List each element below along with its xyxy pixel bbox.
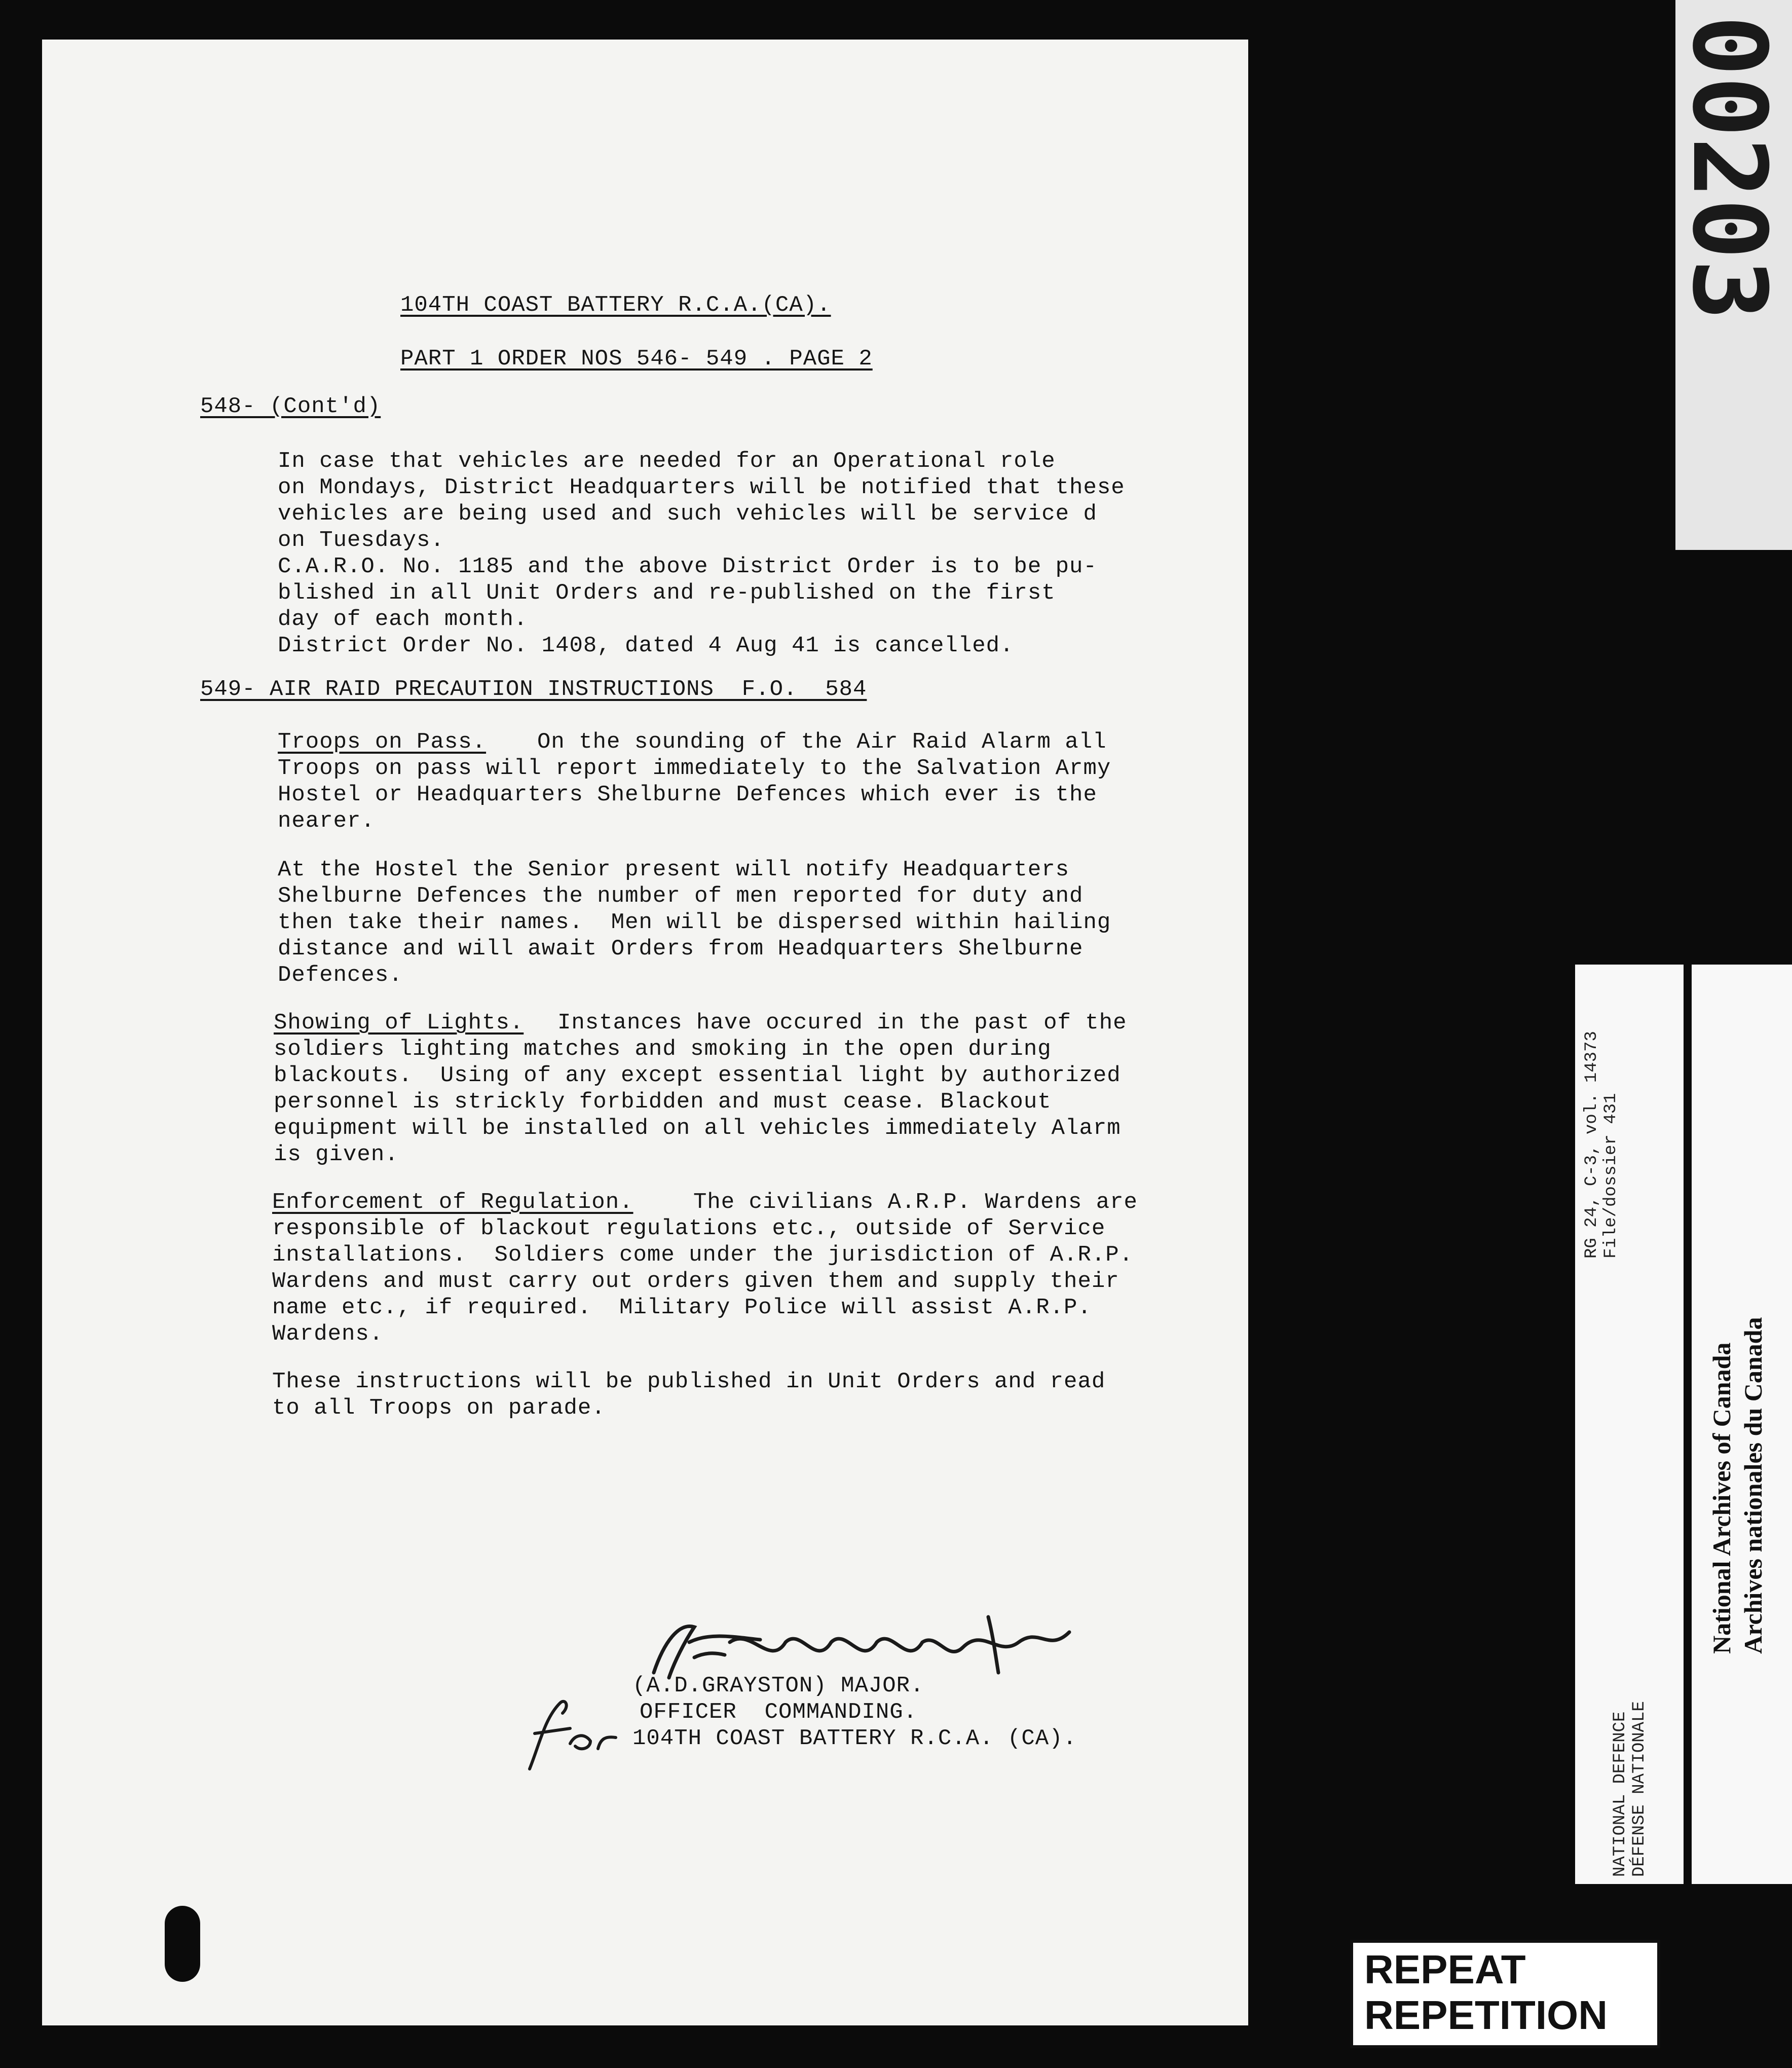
text-line: The civilians A.R.P. Wardens are <box>693 1190 1138 1215</box>
text-line: personnel is strickly forbidden and must cease. Blackout <box>274 1089 1052 1115</box>
text-line: Shelburne Defences the number of men reported for duty and <box>278 883 1084 909</box>
text-line: on Mondays, District Headquarters will be notified that these <box>278 475 1125 500</box>
enforcement-title: Enforcement of Regulation. <box>272 1190 633 1215</box>
showing-of-lights-title: Showing of Lights. <box>274 1010 524 1036</box>
reel-number-strip <box>1670 0 1792 550</box>
department-line-1: NATIONAL DEFENCE <box>1611 1711 1630 1877</box>
signatory-role: OFFICER COMMANDING. <box>640 1700 918 1725</box>
text-line: day of each month. <box>278 607 528 632</box>
text-line: Instances have occured in the past of the <box>557 1010 1127 1036</box>
for-mark <box>514 1693 621 1774</box>
text-line: On the sounding of the Air Raid Alarm all <box>537 729 1107 755</box>
text-line: installations. Soldiers come under the jurisdiction of A.R.P. <box>272 1242 1134 1268</box>
text-line: distance and will await Orders from Headquarters Shelburne <box>278 936 1084 962</box>
text-line: responsible of blackout regulations etc., outside of Service <box>272 1216 1106 1241</box>
repeat-stamp <box>1350 1940 1660 2048</box>
text-line: blackouts. Using of any except essential light by authorized <box>274 1063 1121 1088</box>
text-line: Wardens. <box>272 1321 384 1347</box>
troops-on-pass-title: Troops on Pass. <box>278 729 487 755</box>
text-line: Troops on pass will report immediately to the Salvation Army <box>278 756 1111 781</box>
text-line: on Tuesdays. <box>278 528 444 553</box>
text-line: soldiers lighting matches and smoking in the open during <box>274 1037 1052 1062</box>
archive-name-french: Archives nationales du Canada <box>1739 1317 1767 1654</box>
text-line: District Order No. 1408, dated 4 Aug 41 is cancelled. <box>278 633 1014 658</box>
text-line: then take their names. Men will be dispersed within hailing <box>278 910 1111 935</box>
text-line: Hostel or Headquarters Shelburne Defences which ever is the <box>278 782 1097 807</box>
text-line: At the Hostel the Senior present will notify Headquarters <box>278 857 1070 882</box>
text-line: to all Troops on parade. <box>272 1395 606 1421</box>
text-line: Defences. <box>278 963 403 988</box>
reference-line-2: File/dossier 431 <box>1601 1093 1621 1259</box>
text-line: is given. <box>274 1142 399 1167</box>
archive-reference-stamp <box>1575 965 1684 1884</box>
signatory-unit: 104TH COAST BATTERY R.C.A. (CA). <box>632 1726 1077 1751</box>
punch-hole <box>165 1906 200 1982</box>
text-line: Wardens and must carry out orders given them and supply their <box>272 1269 1119 1294</box>
signatory-name: (A.D.GRAYSTON) MAJOR. <box>632 1673 924 1698</box>
archive-name-english: National Archives of Canada <box>1707 1342 1736 1654</box>
department-line-2: DÉFENSE NATIONALE <box>1630 1701 1649 1877</box>
text-line: name etc., if required. Military Police will assist A.R.P. <box>272 1295 1092 1320</box>
text-line: In case that vehicles are needed for an Operational role <box>278 449 1056 474</box>
handwritten-signature <box>633 1612 1140 1683</box>
reference-line-1: RG 24, C-3, vol. 14373 <box>1582 1031 1601 1259</box>
repeat-label: REPEAT <box>1364 1947 1526 1992</box>
text-line: These instructions will be published in Unit Orders and read <box>272 1369 1106 1394</box>
text-line: vehicles are being used and such vehicles will be service d <box>278 501 1097 527</box>
unit-title: 104TH COAST BATTERY R.C.A.(CA). <box>400 292 831 318</box>
order-line: PART 1 ORDER NOS 546- 549 . PAGE 2 <box>400 346 873 372</box>
text-line: blished in all Unit Orders and re-published on the first <box>278 580 1056 606</box>
section-549-heading: 549- AIR RAID PRECAUTION INSTRUCTIONS F.O. 584 <box>200 677 867 702</box>
text-line: equipment will be installed on all vehicles immediately Alarm <box>274 1116 1121 1141</box>
repetition-label: REPETITION <box>1364 1992 1608 2038</box>
text-line: C.A.R.O. No. 1185 and the above District Order is to be pu- <box>278 554 1097 579</box>
reel-number: 00203 <box>1670 15 1788 321</box>
section-548-number: 548- (Cont'd) <box>200 394 381 419</box>
text-line: nearer. <box>278 808 375 834</box>
archive-name-stamp <box>1692 965 1792 1884</box>
